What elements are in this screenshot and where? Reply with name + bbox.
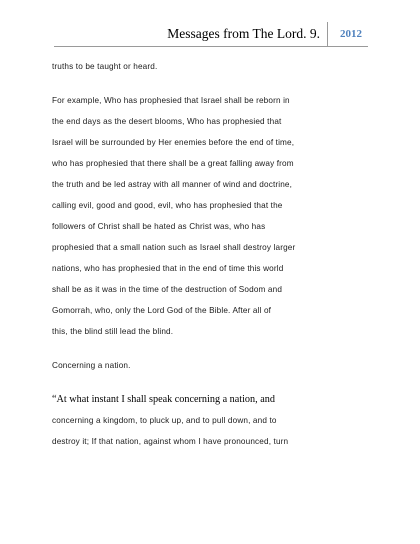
paragraph-line: followers of Christ shall be hated as Christ was, who has: [52, 222, 266, 231]
document-body: [52, 56, 370, 452]
header-title: Messages from The Lord. 9.: [167, 26, 320, 41]
paragraph-gap: [52, 376, 370, 389]
paragraph-line: who has prophesied that there shall be a great falling away from: [52, 159, 294, 168]
paragraph-line: For example, Who has prophesied that Israel shall be reborn in: [52, 96, 290, 105]
header-year: 2012: [340, 28, 362, 40]
quote-line: destroy it; If that nation, against whom I have pronounced, turn: [52, 437, 289, 446]
paragraph-line: calling evil, good and good, evil, who has prophesied that the: [52, 201, 283, 210]
scripture-quote: [52, 389, 370, 452]
paragraph-line: shall be as it was in the time of the destruction of Sodom and: [52, 285, 283, 294]
paragraph-line: Israel will be surrounded by Her enemies before the end of time,: [52, 138, 295, 147]
quote-first-line: “At what instant I shall speak concerning a nation, and: [52, 394, 275, 405]
intro-line: truths to be taught or heard.: [52, 62, 158, 71]
paragraph-line: the end days as the desert blooms, Who has prophesied that: [52, 117, 282, 126]
section-heading: Concerning a nation.: [52, 361, 131, 370]
paragraph-line: nations, who has prophesied that in the end of time this world: [52, 264, 284, 273]
paragraph-line: the truth and be led astray with all manner of wind and doctrine,: [52, 180, 293, 189]
paragraph-line: this, the blind still lead the blind.: [52, 327, 174, 336]
paragraph-line: Gomorrah, who, only the Lord God of the Bible. After all of: [52, 306, 272, 315]
prophecy-paragraph: [52, 90, 370, 342]
quote-line: concerning a kingdom, to pluck up, and to pull down, and to: [52, 416, 277, 425]
page-header: [54, 22, 368, 47]
paragraph-gap: [52, 77, 370, 90]
header-divider: [327, 22, 328, 46]
paragraph-gap: [52, 342, 370, 355]
paragraph-line: prophesied that a small nation such as Israel shall destroy larger: [52, 243, 296, 252]
